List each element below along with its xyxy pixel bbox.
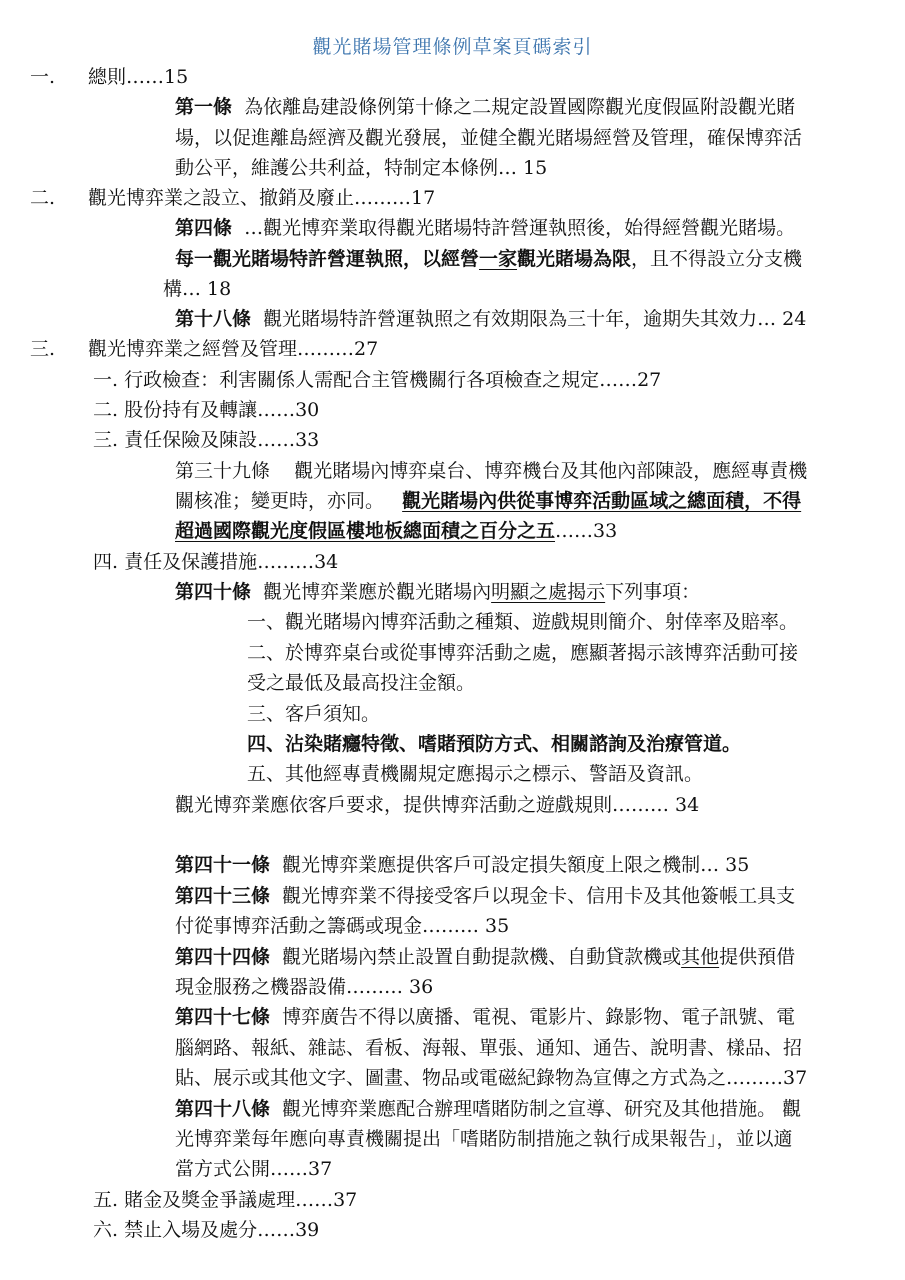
article-43-line-1 xyxy=(175,883,795,909)
article-48-text: 觀光博弈業應配合辦理嗜賭防制之宣導、研究及其他措施。 觀 xyxy=(282,1098,802,1120)
article-39-emphasis: 觀光賭場內供從事博弈活動區域之總面積，不得 xyxy=(402,490,802,512)
article-39-line-1 xyxy=(175,458,807,484)
article-4-text-d: ，且不得設立分支機 xyxy=(631,248,803,270)
article-39-text-a: 關核准；變更時，亦同。 xyxy=(175,490,385,512)
article-41 xyxy=(175,852,749,878)
article-47-line-3: 貼、展示或其他文字、圖畫、物品或電磁紀錄物為宣傳之方式為之………37 xyxy=(175,1067,808,1089)
subsection-5: 五. 賭金及獎金爭議處理……37 xyxy=(93,1189,358,1211)
section-1-heading: 總則……15 xyxy=(88,66,189,88)
article-39-line-3 xyxy=(175,518,617,544)
article-1-label: 第一條 xyxy=(175,96,233,118)
article-41-text: 觀光博弈業應提供客戶可設定損失額度上限之機制… 35 xyxy=(282,854,750,876)
article-44-line-2: 現金服務之機器設備……… 36 xyxy=(175,976,434,998)
article-39-line-2 xyxy=(175,488,801,514)
article-1-line-2: 場，以促進離島經濟及觀光發展，並健全觀光賭場經營及管理，確保博弈活 xyxy=(175,127,803,149)
article-40-text-a: 觀光博弈業應於觀光賭場內 xyxy=(263,581,492,603)
subsection-1: 一. 行政檢查：利害關係人需配合主管機關行各項檢查之規定……27 xyxy=(93,369,662,391)
article-41-label: 第四十一條 xyxy=(175,854,271,876)
article-44-text-a: 觀光賭場內禁止設置自動提款機、自動貸款機或 xyxy=(282,946,682,968)
article-43-text: 觀光博弈業不得接受客戶以現金卡、信用卡及其他簽帳工具支 xyxy=(282,885,796,907)
article-48-line-1 xyxy=(175,1096,801,1122)
subsection-4: 四. 責任及保護措施………34 xyxy=(93,551,339,573)
article-47-line-1 xyxy=(175,1004,795,1030)
article-43-label: 第四十三條 xyxy=(175,885,271,907)
article-18-label: 第十八條 xyxy=(175,308,252,330)
article-44-text-c: 提供預借 xyxy=(719,946,796,968)
article-4-bold-c: 觀光賭場為限 xyxy=(517,248,632,270)
section-1-number: 一. xyxy=(30,66,56,88)
article-4-line-1 xyxy=(175,215,795,241)
article-43-line-2: 付從事博弈活動之籌碼或現金……… 35 xyxy=(175,915,510,937)
article-40-tail: 觀光博弈業應依客戶要求，提供博弈活動之遊戲規則……… 34 xyxy=(175,794,700,816)
article-47-line-2: 腦網路、報紙、雜誌、看板、海報、單張、通知、通告、說明書、樣品、招 xyxy=(175,1037,803,1059)
article-44-label: 第四十四條 xyxy=(175,946,271,968)
section-3-heading: 觀光博弈業之經營及管理………27 xyxy=(88,338,379,360)
article-40-text-c: 下列事項： xyxy=(605,581,701,603)
article-40 xyxy=(175,579,700,605)
article-40-label: 第四十條 xyxy=(175,581,252,603)
article-1-line-1 xyxy=(175,94,795,120)
article-4-line-2 xyxy=(175,246,802,272)
article-39-page: ……33 xyxy=(555,520,618,542)
list-item: 五、其他經專責機關規定應揭示之標示、警語及資訊。 xyxy=(247,763,704,785)
article-40-underlined: 明顯之處揭示 xyxy=(491,581,606,603)
list-item: 三、客戶須知。 xyxy=(247,703,381,725)
article-48-line-3: 當方式公開……37 xyxy=(175,1158,333,1180)
subsection-3: 三. 責任保險及陳設……33 xyxy=(93,429,320,451)
subsection-6: 六. 禁止入場及處分……39 xyxy=(93,1219,320,1241)
section-2-number: 二. xyxy=(30,187,56,209)
article-1-text: 為依離島建設條例第十條之二規定設置國際觀光度假區附設觀光賭 xyxy=(244,96,796,118)
list-item: 一、觀光賭場內博弈活動之種類、遊戲規則簡介、射倖率及賠率。 xyxy=(247,611,799,633)
article-47-label: 第四十七條 xyxy=(175,1006,271,1028)
article-47-text: 博弈廣告不得以廣播、電視、電影片、錄影物、電子訊號、電 xyxy=(282,1006,796,1028)
article-18 xyxy=(175,306,806,332)
article-48-label: 第四十八條 xyxy=(175,1098,271,1120)
article-44-line-1 xyxy=(175,944,795,970)
page-title: 觀光賭場管理條例草案頁碼索引 xyxy=(312,36,593,58)
list-item: 四、沾染賭癮特徵、嗜賭預防方式、相關諮詢及治療管道。 xyxy=(247,733,742,755)
article-4-bold-a: 每一觀光賭場特許營運執照，以經營 xyxy=(175,248,480,270)
article-18-text: 觀光賭場特許營運執照之有效期限為三十年，逾期失其效力… 24 xyxy=(263,308,807,330)
article-4-line-3: 構… 18 xyxy=(163,278,232,300)
article-44-underlined: 其他 xyxy=(681,946,720,968)
article-4-text: …觀光博弈業取得觀光賭場特許營運執照後，始得經營觀光賭場。 xyxy=(244,217,796,239)
article-39-emphasis-2: 超過國際觀光度假區樓地板總面積之百分之五 xyxy=(175,520,556,542)
list-item-continued: 受之最低及最高投注金額。 xyxy=(247,672,476,694)
article-1-line-3: 動公平，維護公共利益，特制定本條例… 15 xyxy=(175,157,548,179)
section-3-number: 三. xyxy=(30,338,56,360)
article-39-label: 第三十九條 xyxy=(175,460,271,482)
article-39-text: 觀光賭場內博弈桌台、博弈機台及其他內部陳設，應經專責機 xyxy=(294,460,808,482)
subsection-2: 二. 股份持有及轉讓……30 xyxy=(93,399,320,421)
article-4-underlined: 一家 xyxy=(479,248,518,270)
article-4-label: 第四條 xyxy=(175,217,233,239)
section-2-heading: 觀光博弈業之設立、撤銷及廢止………17 xyxy=(88,187,436,209)
list-item: 二、於博弈桌台或從事博弈活動之處，應顯著揭示該博弈活動可接 xyxy=(247,642,799,664)
article-48-line-2: 光博弈業每年應向專責機關提出「嗜賭防制措施之執行成果報告」，並以適 xyxy=(175,1128,793,1150)
